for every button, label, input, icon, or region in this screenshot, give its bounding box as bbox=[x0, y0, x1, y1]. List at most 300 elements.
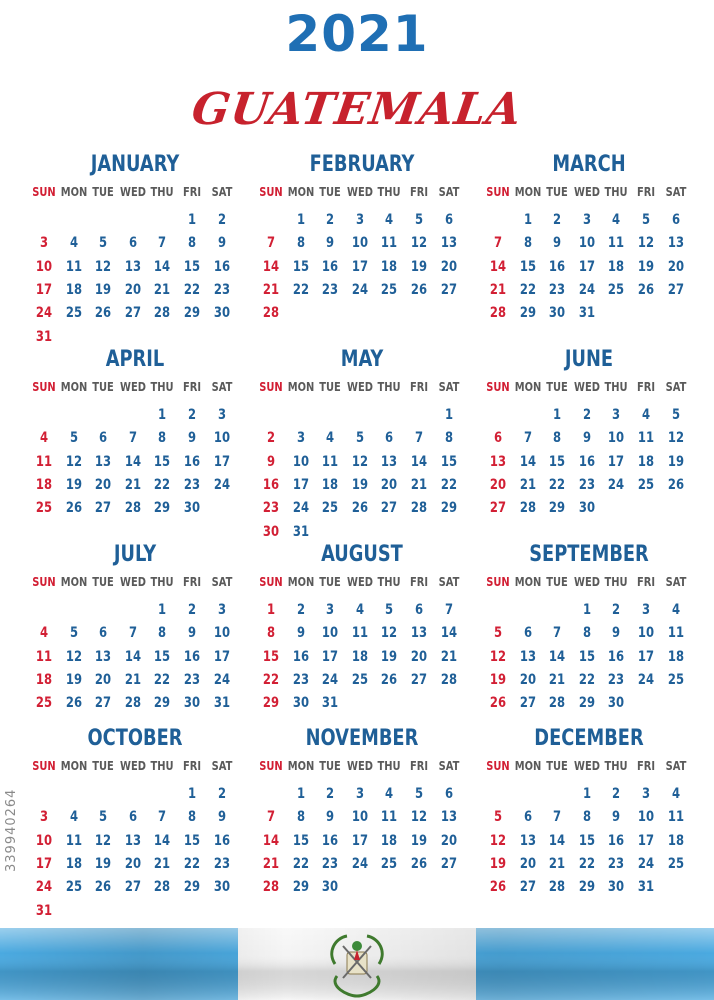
day-cell: 20 bbox=[124, 281, 141, 298]
day-cell: 4 bbox=[355, 602, 364, 618]
day-cell: 3 bbox=[296, 430, 305, 447]
day-cell: 31 bbox=[213, 695, 230, 712]
day-cell: 17 bbox=[637, 648, 655, 665]
day-cell: 16 bbox=[549, 258, 566, 275]
day-cell: 14 bbox=[124, 648, 141, 665]
weekday-header: SUN bbox=[259, 184, 283, 199]
day-cell: 21 bbox=[519, 476, 536, 493]
weekday-header: MON bbox=[60, 758, 87, 773]
weekday-header: FRI bbox=[409, 379, 429, 394]
day-cell: 23 bbox=[262, 500, 280, 517]
weekday-header: TUE bbox=[92, 184, 114, 199]
weekday-header: THU bbox=[150, 184, 174, 199]
weekday-header: SAT bbox=[665, 758, 686, 773]
weekday-header: THU bbox=[604, 184, 628, 199]
day-cell: 29 bbox=[154, 695, 171, 712]
weekday-header: THU bbox=[377, 184, 401, 199]
day-cell: 27 bbox=[95, 500, 112, 517]
day-cell: 28 bbox=[489, 305, 507, 322]
weekday-header: SAT bbox=[438, 379, 459, 394]
day-cell: 8 bbox=[187, 809, 197, 826]
weekday-header: MON bbox=[287, 184, 314, 199]
day-cell: 7 bbox=[266, 235, 276, 252]
day-cell: 20 bbox=[95, 476, 112, 493]
weekday-header: TUE bbox=[546, 574, 568, 589]
day-cell: 27 bbox=[381, 500, 398, 517]
day-cell: 2 bbox=[217, 212, 226, 228]
day-cell: 1 bbox=[296, 786, 305, 802]
day-cell: 1 bbox=[553, 407, 562, 423]
day-cell: 26 bbox=[489, 695, 507, 712]
day-cell: 5 bbox=[99, 809, 108, 826]
day-cell: 12 bbox=[489, 832, 507, 849]
day-cell: 22 bbox=[183, 855, 201, 872]
day-cell: 13 bbox=[381, 453, 398, 470]
day-cell: 27 bbox=[519, 879, 536, 896]
day-cell: 16 bbox=[322, 832, 339, 849]
month-march bbox=[484, 148, 694, 322]
weekday-header: FRI bbox=[636, 758, 656, 773]
weekday-header: WED bbox=[346, 379, 373, 394]
day-cell: 11 bbox=[608, 235, 625, 252]
day-cell: 18 bbox=[381, 258, 398, 275]
day-cell: 22 bbox=[549, 476, 566, 493]
day-cell: 22 bbox=[183, 281, 201, 298]
day-cell: 26 bbox=[410, 855, 428, 872]
day-cell: 28 bbox=[154, 879, 171, 896]
day-cell: 26 bbox=[65, 695, 82, 712]
day-cell: 20 bbox=[667, 258, 684, 275]
day-cell: 12 bbox=[65, 453, 82, 470]
day-cell: 25 bbox=[65, 305, 82, 322]
month-name: OCTOBER bbox=[87, 726, 183, 751]
day-cell: 15 bbox=[519, 258, 536, 275]
day-cell: 21 bbox=[549, 855, 566, 872]
day-cell: 16 bbox=[213, 832, 230, 849]
day-cell: 22 bbox=[519, 281, 536, 298]
day-cell: 7 bbox=[444, 602, 453, 618]
day-cell: 18 bbox=[65, 855, 82, 872]
day-cell: 31 bbox=[578, 305, 595, 322]
day-cell: 24 bbox=[578, 281, 595, 298]
day-cell: 17 bbox=[637, 832, 655, 849]
day-cell: 24 bbox=[608, 476, 625, 493]
weekday-header: SUN bbox=[259, 379, 283, 394]
weekday-header: THU bbox=[150, 574, 174, 589]
day-cell: 20 bbox=[95, 671, 112, 688]
weekday-header: WED bbox=[573, 184, 600, 199]
weekday-header: SUN bbox=[486, 184, 510, 199]
day-cell: 6 bbox=[523, 809, 532, 826]
day-cell: 25 bbox=[322, 500, 339, 517]
weekday-header: SAT bbox=[665, 184, 686, 199]
day-cell: 17 bbox=[608, 453, 625, 470]
day-cell: 11 bbox=[637, 430, 655, 447]
weekday-header: SAT bbox=[211, 574, 232, 589]
weekday-header: TUE bbox=[319, 574, 341, 589]
weekday-header: SUN bbox=[259, 574, 283, 589]
day-cell: 8 bbox=[582, 625, 591, 642]
weekday-header: FRI bbox=[409, 574, 429, 589]
day-cell: 9 bbox=[582, 430, 591, 447]
day-cell: 24 bbox=[213, 476, 230, 493]
day-cell: 2 bbox=[326, 786, 335, 802]
day-cell: 11 bbox=[381, 809, 398, 826]
day-cell: 9 bbox=[217, 235, 226, 252]
day-cell: 8 bbox=[158, 625, 167, 642]
day-cell: 6 bbox=[99, 430, 108, 447]
day-cell: 23 bbox=[608, 671, 625, 688]
guatemala-flag-banner bbox=[0, 928, 714, 1000]
weekday-header: MON bbox=[514, 758, 541, 773]
day-cell: 14 bbox=[410, 453, 428, 470]
day-cell: 5 bbox=[671, 407, 680, 423]
day-cell: 15 bbox=[183, 832, 201, 849]
day-cell: 10 bbox=[35, 258, 53, 275]
weekday-header: SAT bbox=[211, 379, 232, 394]
day-cell: 1 bbox=[158, 407, 167, 423]
day-cell: 12 bbox=[381, 625, 398, 642]
month-february bbox=[257, 148, 467, 322]
day-cell: 30 bbox=[213, 879, 230, 896]
day-cell: 20 bbox=[124, 855, 141, 872]
day-cell: 13 bbox=[440, 235, 457, 252]
day-cell: 29 bbox=[549, 500, 566, 517]
day-cell: 10 bbox=[637, 809, 655, 826]
day-cell: 23 bbox=[183, 476, 201, 493]
weekday-header: FRI bbox=[636, 379, 656, 394]
day-cell: 11 bbox=[667, 809, 684, 826]
day-cell: 1 bbox=[296, 212, 305, 228]
month-name: NOVEMBER bbox=[305, 726, 419, 751]
day-cell: 31 bbox=[35, 328, 53, 345]
month-name: MARCH bbox=[552, 152, 626, 177]
day-cell: 30 bbox=[213, 305, 230, 322]
day-cell: 25 bbox=[637, 476, 655, 493]
day-cell: 7 bbox=[414, 430, 424, 447]
day-cell: 22 bbox=[440, 476, 457, 493]
day-cell: 28 bbox=[124, 500, 141, 517]
day-cell: 2 bbox=[217, 786, 226, 802]
day-cell: 7 bbox=[158, 235, 167, 252]
weekday-header: TUE bbox=[92, 574, 114, 589]
day-cell: 30 bbox=[262, 523, 280, 540]
day-cell: 3 bbox=[641, 602, 651, 618]
day-cell: 6 bbox=[444, 786, 453, 802]
day-cell: 23 bbox=[549, 281, 566, 298]
day-cell: 20 bbox=[381, 476, 398, 493]
day-cell: 8 bbox=[158, 430, 167, 447]
day-cell: 13 bbox=[95, 453, 112, 470]
day-cell: 14 bbox=[440, 625, 457, 642]
day-cell: 4 bbox=[671, 786, 680, 802]
day-cell: 8 bbox=[296, 809, 305, 826]
day-cell: 12 bbox=[65, 648, 82, 665]
day-cell: 31 bbox=[637, 879, 655, 896]
day-cell: 15 bbox=[154, 648, 171, 665]
day-cell: 13 bbox=[124, 258, 141, 275]
day-cell: 27 bbox=[95, 695, 112, 712]
day-cell: 18 bbox=[65, 281, 82, 298]
day-cell: 5 bbox=[385, 602, 394, 618]
day-cell: 30 bbox=[292, 695, 309, 712]
day-cell: 2 bbox=[612, 786, 621, 802]
weekday-header: FRI bbox=[182, 184, 202, 199]
day-cell: 15 bbox=[578, 648, 595, 665]
day-cell: 17 bbox=[35, 281, 53, 298]
weekday-header: WED bbox=[119, 574, 146, 589]
day-cell: 25 bbox=[35, 500, 53, 517]
weekday-header: SUN bbox=[32, 758, 56, 773]
day-cell: 3 bbox=[217, 602, 226, 618]
day-cell: 9 bbox=[296, 625, 305, 642]
day-cell: 28 bbox=[124, 695, 141, 712]
day-cell: 22 bbox=[578, 671, 595, 688]
day-cell: 8 bbox=[523, 235, 532, 252]
day-cell: 2 bbox=[553, 212, 562, 228]
day-cell: 5 bbox=[69, 430, 78, 447]
day-cell: 23 bbox=[183, 671, 201, 688]
month-name: AUGUST bbox=[321, 542, 403, 567]
day-cell: 29 bbox=[440, 500, 457, 517]
day-cell: 9 bbox=[217, 809, 226, 826]
day-cell: 6 bbox=[385, 430, 394, 447]
day-cell: 1 bbox=[187, 212, 197, 228]
day-cell: 8 bbox=[296, 235, 305, 252]
day-cell: 11 bbox=[65, 832, 82, 849]
day-cell: 4 bbox=[385, 786, 394, 802]
day-cell: 22 bbox=[292, 281, 309, 298]
day-cell: 22 bbox=[154, 671, 171, 688]
day-cell: 18 bbox=[381, 832, 398, 849]
day-cell: 27 bbox=[489, 500, 507, 517]
weekday-header: SAT bbox=[211, 184, 232, 199]
day-cell: 29 bbox=[154, 500, 171, 517]
day-cell: 28 bbox=[549, 879, 566, 896]
day-cell: 10 bbox=[35, 832, 53, 849]
day-cell: 6 bbox=[444, 212, 453, 228]
day-cell: 18 bbox=[667, 832, 684, 849]
day-cell: 2 bbox=[266, 430, 276, 447]
day-cell: 27 bbox=[124, 305, 141, 322]
day-cell: 12 bbox=[351, 453, 368, 470]
day-cell: 2 bbox=[187, 407, 197, 423]
day-cell: 29 bbox=[519, 305, 536, 322]
weekday-header: WED bbox=[119, 379, 146, 394]
day-cell: 16 bbox=[322, 258, 339, 275]
day-cell: 15 bbox=[292, 258, 309, 275]
day-cell: 28 bbox=[549, 695, 566, 712]
weekday-header: SAT bbox=[438, 758, 459, 773]
weekday-header: FRI bbox=[182, 379, 202, 394]
day-cell: 12 bbox=[410, 809, 428, 826]
day-cell: 4 bbox=[39, 430, 49, 447]
day-cell: 3 bbox=[326, 602, 335, 618]
day-cell: 7 bbox=[266, 809, 276, 826]
day-cell: 26 bbox=[65, 500, 82, 517]
day-cell: 16 bbox=[578, 453, 595, 470]
day-cell: 1 bbox=[444, 407, 453, 423]
day-cell: 22 bbox=[262, 671, 280, 688]
weekday-header: TUE bbox=[319, 379, 341, 394]
weekday-header: MON bbox=[60, 379, 87, 394]
day-cell: 19 bbox=[637, 258, 655, 275]
day-cell: 13 bbox=[519, 648, 536, 665]
day-cell: 16 bbox=[183, 453, 201, 470]
weekday-header: FRI bbox=[182, 574, 202, 589]
day-cell: 9 bbox=[266, 453, 276, 470]
day-cell: 5 bbox=[69, 625, 78, 642]
day-cell: 8 bbox=[266, 625, 276, 642]
day-cell: 10 bbox=[322, 625, 339, 642]
weekday-header: WED bbox=[573, 574, 600, 589]
day-cell: 2 bbox=[296, 602, 305, 618]
weekday-header: TUE bbox=[546, 379, 568, 394]
day-cell: 14 bbox=[154, 832, 171, 849]
month-january bbox=[30, 148, 240, 345]
day-cell: 19 bbox=[351, 476, 368, 493]
day-cell: 10 bbox=[637, 625, 655, 642]
weekday-header: SAT bbox=[211, 758, 232, 773]
weekday-header: WED bbox=[119, 758, 146, 773]
day-cell: 19 bbox=[667, 453, 684, 470]
day-cell: 24 bbox=[292, 500, 309, 517]
day-cell: 4 bbox=[39, 625, 49, 642]
month-name: JANUARY bbox=[90, 152, 180, 177]
day-cell: 7 bbox=[553, 809, 562, 826]
weekday-header: THU bbox=[377, 758, 401, 773]
day-cell: 10 bbox=[578, 235, 595, 252]
day-cell: 12 bbox=[667, 430, 684, 447]
day-cell: 12 bbox=[410, 235, 428, 252]
month-december bbox=[484, 722, 694, 896]
day-cell: 14 bbox=[549, 832, 566, 849]
day-cell: 10 bbox=[351, 809, 368, 826]
day-cell: 23 bbox=[292, 671, 309, 688]
weekday-header: TUE bbox=[92, 758, 114, 773]
day-cell: 1 bbox=[187, 786, 197, 802]
month-june bbox=[484, 343, 694, 517]
weekday-header: THU bbox=[604, 758, 628, 773]
day-cell: 7 bbox=[553, 625, 562, 642]
weekday-header: FRI bbox=[636, 184, 656, 199]
day-cell: 27 bbox=[519, 695, 536, 712]
weekday-header: SUN bbox=[32, 184, 56, 199]
day-cell: 11 bbox=[35, 453, 53, 470]
day-cell: 18 bbox=[35, 476, 53, 493]
day-cell: 19 bbox=[489, 855, 507, 872]
weekday-header: SUN bbox=[32, 379, 56, 394]
day-cell: 4 bbox=[326, 430, 335, 447]
month-october bbox=[30, 722, 240, 919]
weekday-header: MON bbox=[287, 758, 314, 773]
day-cell: 14 bbox=[262, 258, 280, 275]
day-cell: 18 bbox=[351, 648, 368, 665]
weekday-header: MON bbox=[60, 574, 87, 589]
day-cell: 11 bbox=[667, 625, 684, 642]
day-cell: 13 bbox=[95, 648, 112, 665]
day-cell: 6 bbox=[99, 625, 108, 642]
day-cell: 14 bbox=[124, 453, 141, 470]
day-cell: 2 bbox=[326, 212, 335, 228]
day-cell: 11 bbox=[381, 235, 398, 252]
day-cell: 3 bbox=[355, 786, 364, 802]
day-cell: 7 bbox=[128, 430, 137, 447]
day-cell: 9 bbox=[187, 430, 197, 447]
day-cell: 18 bbox=[637, 453, 655, 470]
day-cell: 14 bbox=[519, 453, 536, 470]
weekday-header: TUE bbox=[319, 184, 341, 199]
day-cell: 19 bbox=[95, 281, 112, 298]
day-cell: 23 bbox=[322, 855, 339, 872]
day-cell: 21 bbox=[489, 281, 507, 298]
weekday-header: MON bbox=[287, 574, 314, 589]
day-cell: 1 bbox=[266, 602, 276, 618]
day-cell: 19 bbox=[95, 855, 112, 872]
day-cell: 7 bbox=[493, 235, 503, 252]
day-cell: 30 bbox=[322, 879, 339, 896]
day-cell: 13 bbox=[440, 809, 457, 826]
day-cell: 10 bbox=[292, 453, 309, 470]
weekday-header: SAT bbox=[438, 184, 459, 199]
day-cell: 17 bbox=[351, 832, 368, 849]
day-cell: 21 bbox=[262, 855, 280, 872]
day-cell: 1 bbox=[158, 602, 167, 618]
day-cell: 23 bbox=[213, 281, 230, 298]
day-cell: 28 bbox=[262, 305, 280, 322]
day-cell: 30 bbox=[608, 695, 625, 712]
weekday-header: TUE bbox=[92, 379, 114, 394]
day-cell: 31 bbox=[322, 695, 339, 712]
day-cell: 17 bbox=[213, 453, 230, 470]
day-cell: 8 bbox=[444, 430, 453, 447]
day-cell: 19 bbox=[65, 476, 82, 493]
weekday-header: SAT bbox=[438, 574, 459, 589]
weekday-header: FRI bbox=[409, 758, 429, 773]
day-cell: 30 bbox=[578, 500, 595, 517]
day-cell: 4 bbox=[69, 235, 78, 252]
day-cell: 6 bbox=[493, 430, 503, 447]
day-cell: 28 bbox=[440, 671, 457, 688]
day-cell: 5 bbox=[99, 235, 108, 252]
weekday-header: WED bbox=[346, 184, 373, 199]
month-may bbox=[257, 343, 467, 540]
day-cell: 8 bbox=[187, 235, 197, 252]
day-cell: 15 bbox=[154, 453, 171, 470]
weekday-header: WED bbox=[346, 574, 373, 589]
day-cell: 19 bbox=[65, 671, 82, 688]
month-september bbox=[484, 538, 694, 712]
day-cell: 21 bbox=[440, 648, 457, 665]
month-name: JULY bbox=[113, 542, 157, 567]
day-cell: 21 bbox=[124, 671, 141, 688]
day-cell: 26 bbox=[410, 281, 428, 298]
day-cell: 18 bbox=[667, 648, 684, 665]
day-cell: 20 bbox=[519, 855, 536, 872]
day-cell: 20 bbox=[440, 832, 457, 849]
day-cell: 14 bbox=[549, 648, 566, 665]
weekday-header: THU bbox=[150, 379, 174, 394]
day-cell: 29 bbox=[262, 695, 280, 712]
month-november bbox=[257, 722, 467, 896]
day-cell: 13 bbox=[489, 453, 507, 470]
day-cell: 6 bbox=[523, 625, 532, 642]
day-cell: 31 bbox=[292, 523, 309, 540]
day-cell: 28 bbox=[262, 879, 280, 896]
weekday-header: WED bbox=[119, 184, 146, 199]
day-cell: 5 bbox=[414, 212, 424, 228]
day-cell: 21 bbox=[262, 281, 280, 298]
